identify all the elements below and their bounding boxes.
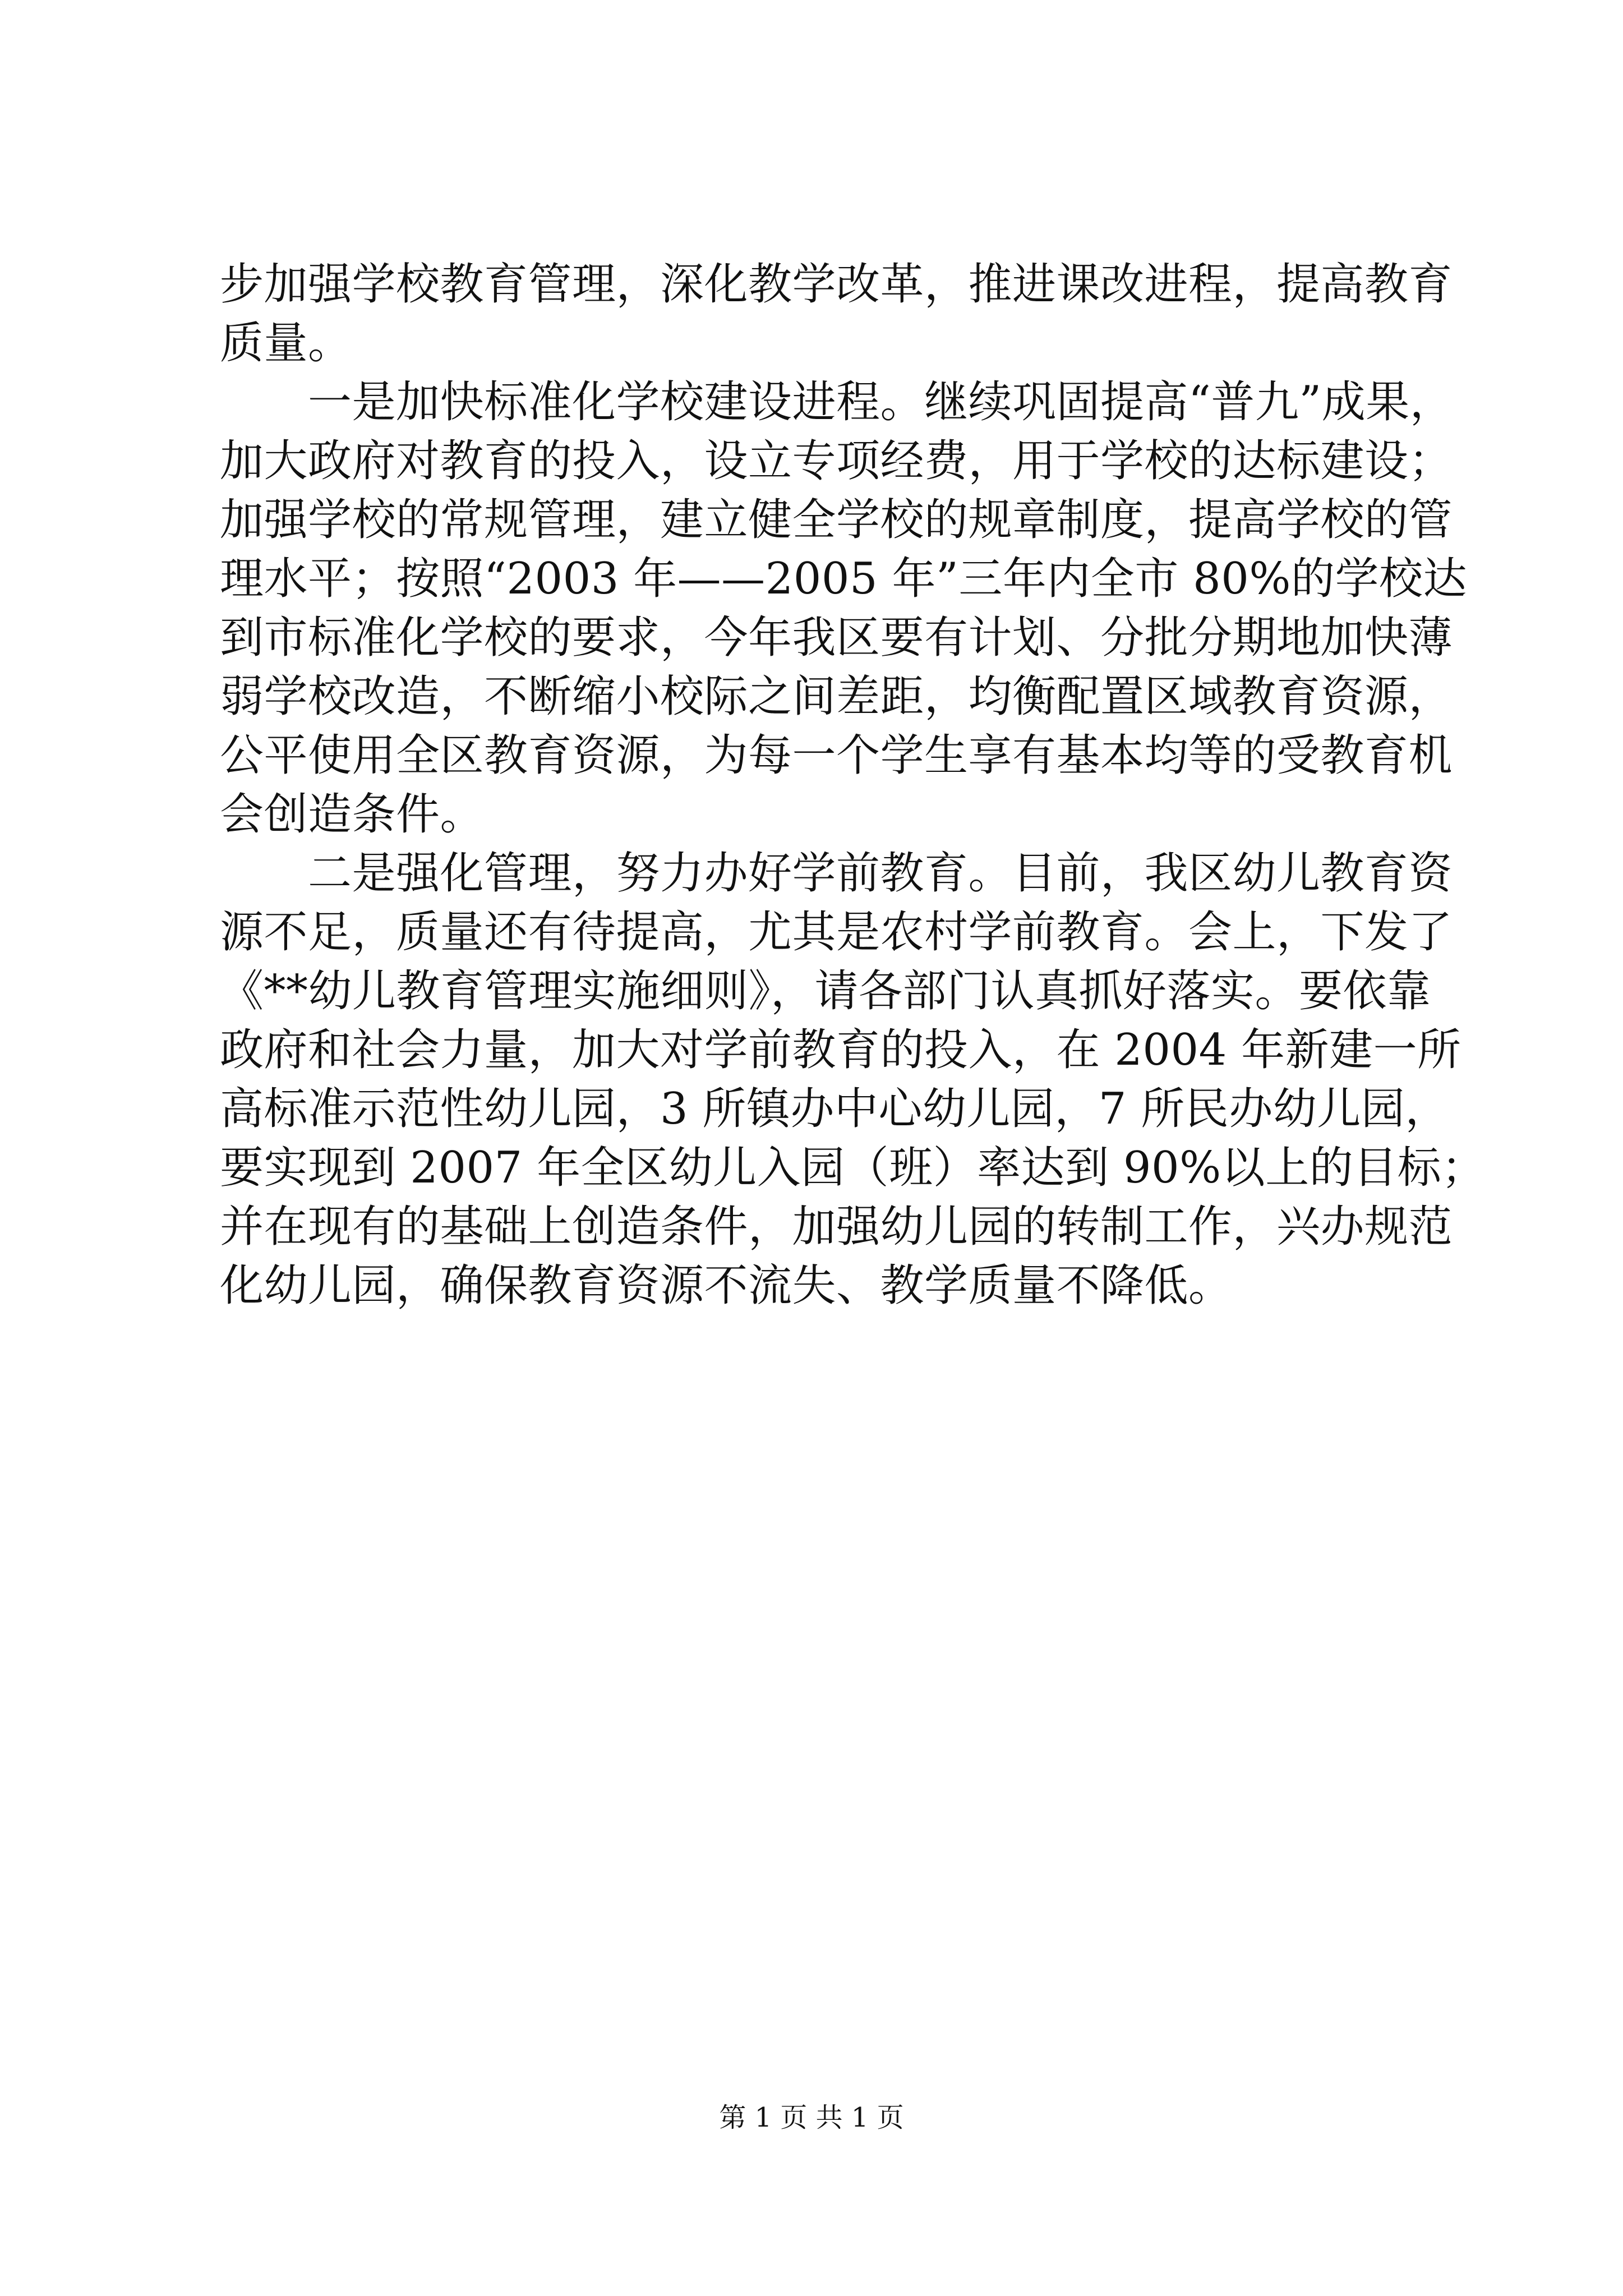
text-line: 到市标准化学校的要求，今年我区要有计划、分批分期地加快薄 <box>220 613 1453 663</box>
text-line: 质量。 <box>220 318 352 369</box>
text-line: 源不足，质量还有待提高，尤其是农村学前教育。会上，下发了 <box>220 907 1453 958</box>
text-line: 政府和社会力量，加大对学前教育的投入，在 2004 年新建一所 <box>220 1025 1461 1075</box>
text-line: 二是强化管理，努力办好学前教育。目前，我区幼儿教育资 <box>220 848 1453 899</box>
text-line: 《**幼儿教育管理实施细则》，请各部门认真抓好落实。要依靠 <box>220 966 1431 1016</box>
text-line: 化幼儿园，确保教育资源不流失、教学质量不降低。 <box>220 1260 1233 1311</box>
text-line: 步加强学校教育管理，深化教学改革，推进课改进程，提高教育 <box>220 259 1453 310</box>
text-line: 弱学校改造，不断缩小校际之间差距，均衡配置区域教育资源， <box>220 671 1453 722</box>
page-number-footer: 第 1 页 共 1 页 <box>719 2102 904 2133</box>
text-line: 加大政府对教育的投入，设立专项经费，用于学校的达标建设； <box>220 436 1453 486</box>
text-line: 要实现到 2007 年全区幼儿入园（班）率达到 90%以上的目标； <box>220 1143 1486 1193</box>
text-line: 理水平；按照“2003 年——2005 年”三年内全市 80%的学校达 <box>220 554 1468 604</box>
text-line: 高标准示范性幼儿园，3 所镇办中心幼儿园，7 所民办幼儿园， <box>220 1084 1449 1134</box>
body-text <box>220 255 1486 1315</box>
text-line: 并在现有的基础上创造条件，加强幼儿园的转制工作，兴办规范 <box>220 1202 1453 1252</box>
text-line: 一是加快标准化学校建设进程。继续巩固提高“普九”成果， <box>220 377 1454 427</box>
text-line: 公平使用全区教育资源，为每一个学生享有基本均等的受教育机 <box>220 730 1453 781</box>
text-line: 会创造条件。 <box>220 789 485 840</box>
text-line: 加强学校的常规管理，建立健全学校的规章制度，提高学校的管 <box>220 495 1453 545</box>
